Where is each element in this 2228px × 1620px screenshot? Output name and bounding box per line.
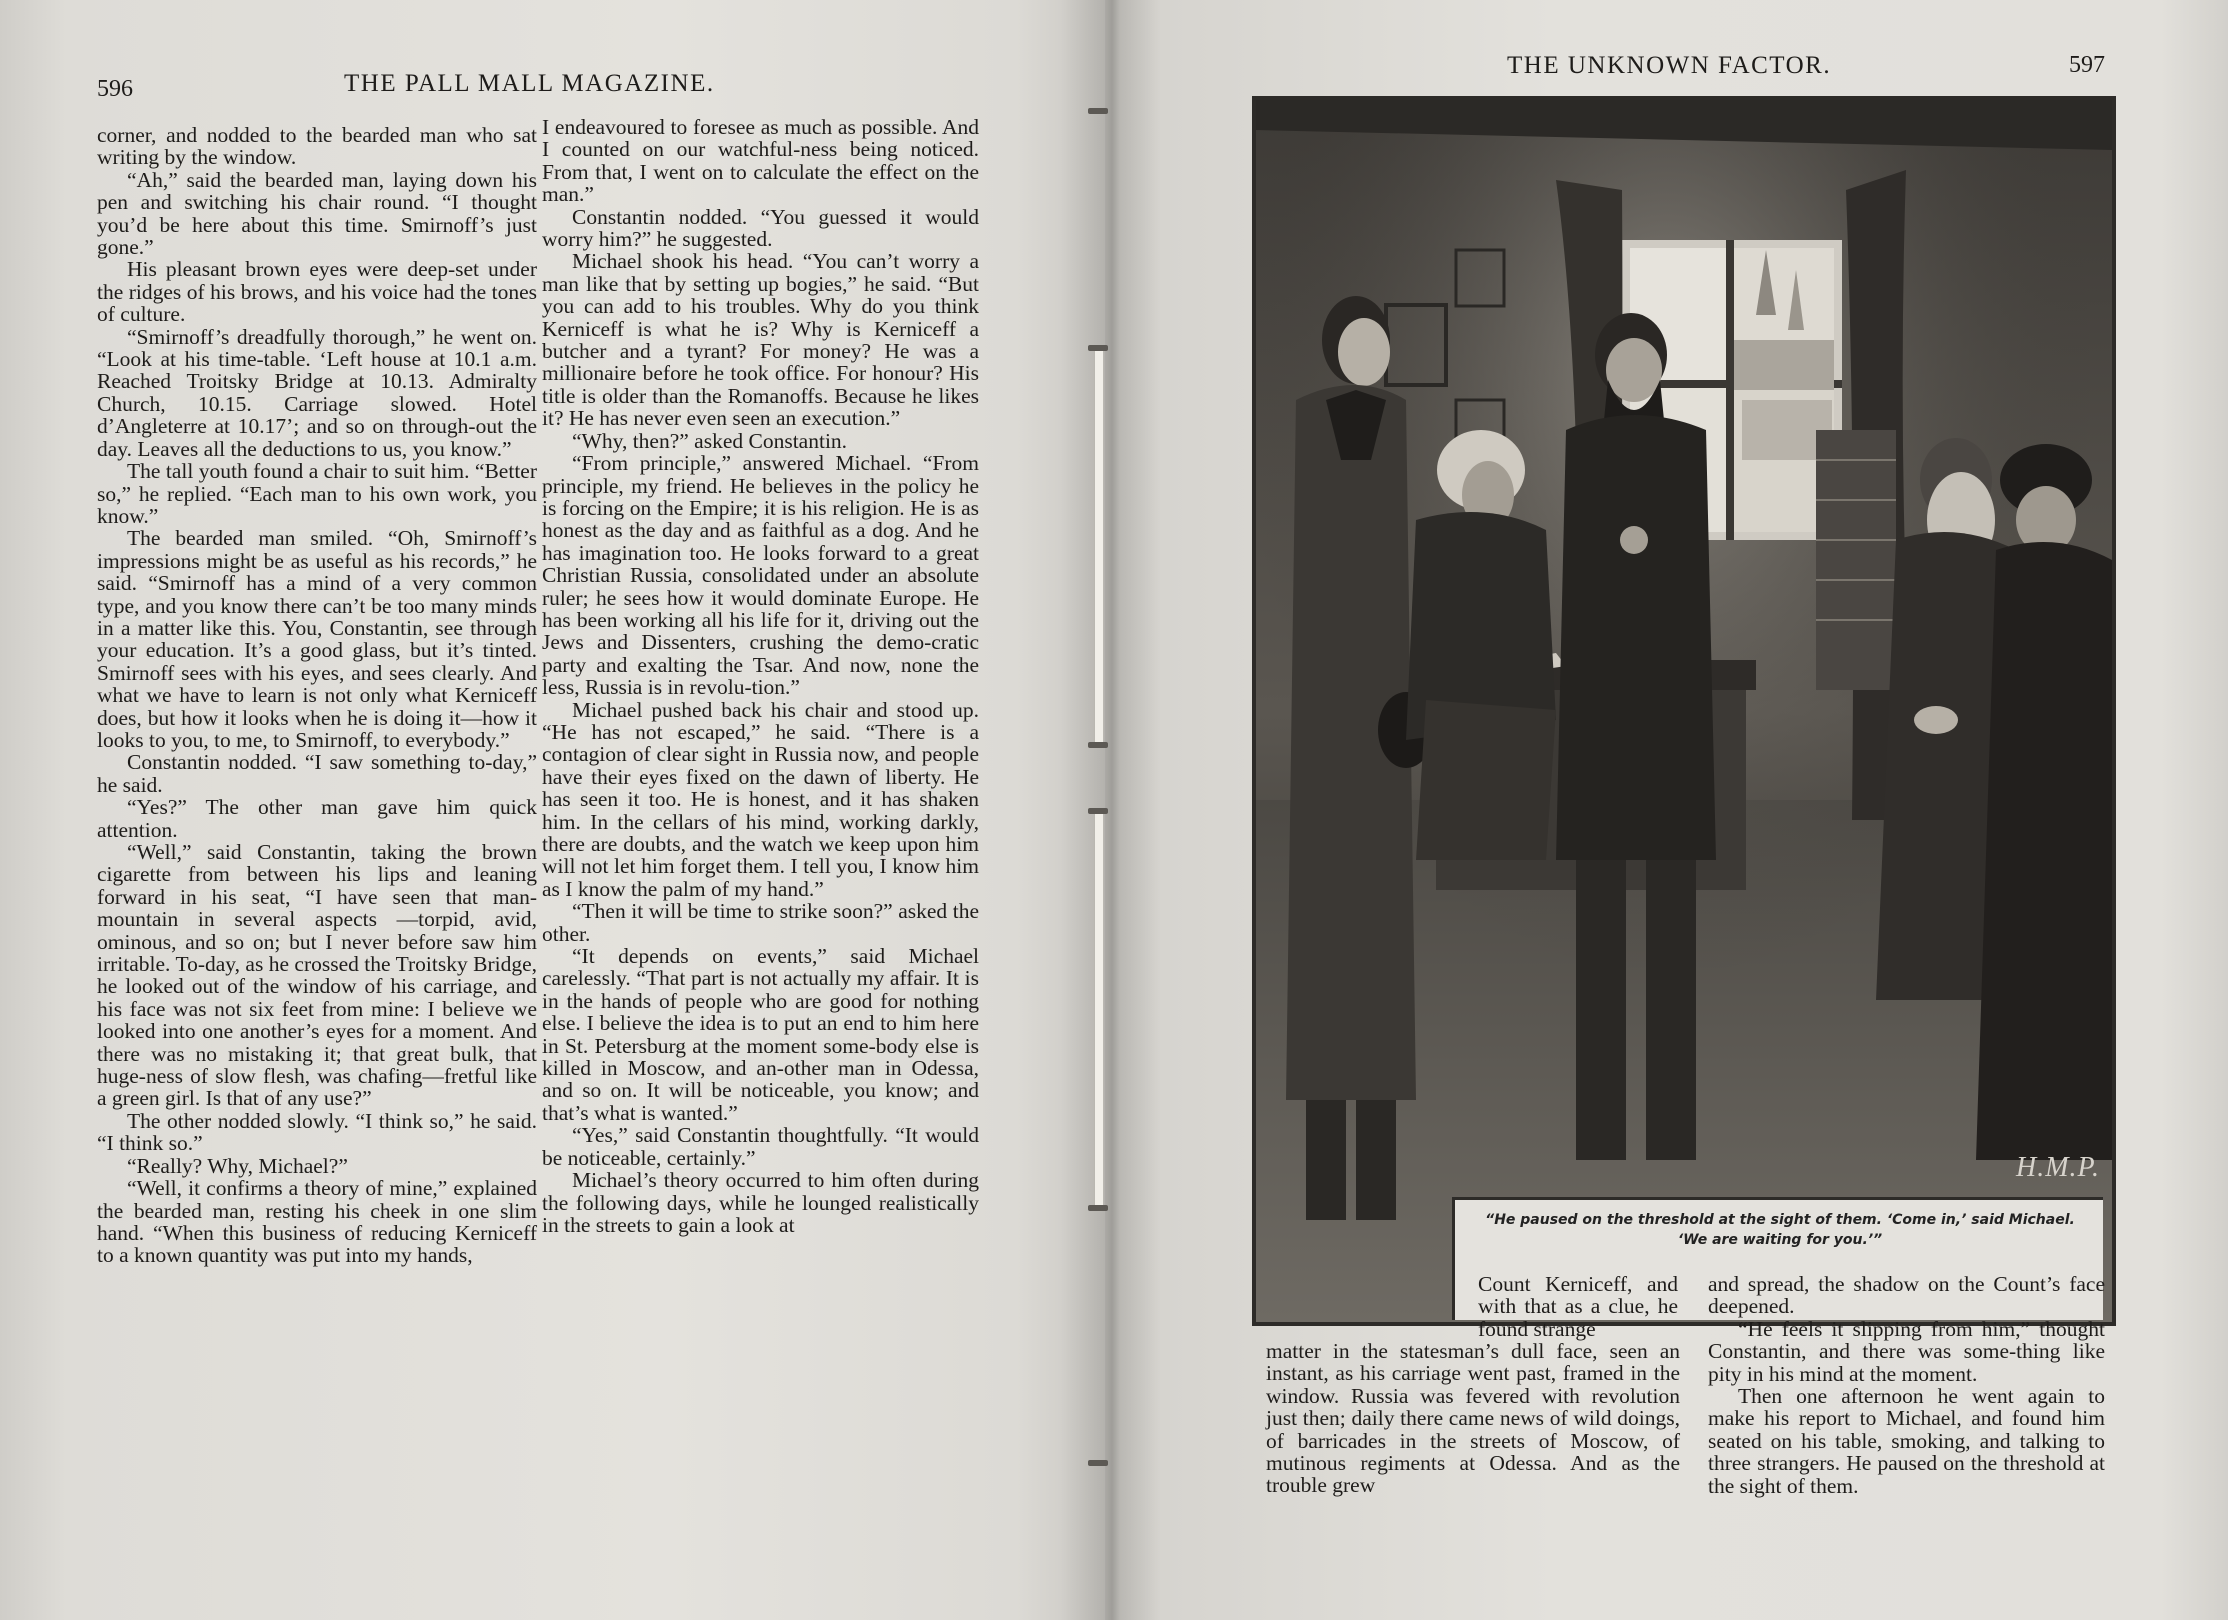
paragraph: I endeavoured to foresee as much as possible. And I counted on our watchful-ness being noticed. From that, I went on to calculate the effect on the man.” xyxy=(542,115,979,207)
paragraph: “Then it will be time to strike soon?” asked the other. xyxy=(542,899,979,946)
binding-staple xyxy=(1088,742,1108,748)
page-number-right: 597 xyxy=(2069,52,2105,78)
binding-staple xyxy=(1088,1460,1108,1466)
paragraph: Michael’s theory occurred to him often during the following days, while he lounged realistically in the streets to gain a look at xyxy=(542,1168,979,1237)
binding-thread-upper xyxy=(1094,345,1104,747)
paragraph: His pleasant brown eyes were deep-set under the ridges of his brows, and his voice had the tones of culture. xyxy=(97,257,537,327)
paragraph: Constantin nodded. “I saw something to-day,” he said. xyxy=(97,750,537,797)
paragraph: “Why, then?” asked Constantin. xyxy=(572,428,848,453)
paragraph: Constantin nodded. “You guessed it would worry him?” he suggested. xyxy=(542,204,979,252)
paragraph: Michael pushed back his chair and stood up. “He has not escaped,” he said. “There is a contagion of clear sight in Russia now, and people have their eyes fixed on the dawn of liberty. He has seen it too. He is honest, and it has shaken him. In the cellars of his mind, working darkly, there are doubts, and the watch we keep upon him will not let him forget them. I tell you, I know him as I know the palm of my hand.” xyxy=(542,697,979,901)
left-column-1 xyxy=(97,124,537,1267)
paragraph: “From principle,” answered Michael. “From principle, my friend. He believes in the policy he is forcing on the Empire; it is his religion. He is as honest as the day and as faithful as a dog. And he has imagination too. He looks forward to a great Christian Russia, consolidated under an absolute ruler; he sees how it would dominate Europe. He has been working all his life for it, driving out the Jews and Dissenters, crushing the demo-cratic party and exalting the Tsar. And now, none the less, Russia is in revolu-tion.” xyxy=(542,451,979,700)
paragraph: “Really? Why, Michael?” xyxy=(127,1153,348,1178)
artist-signature: H.M.P. xyxy=(2016,1152,2101,1183)
paragraph: Count Kerniceff, and with that as a clue, he found strange xyxy=(1478,1272,1678,1341)
binding-staple xyxy=(1088,345,1108,351)
running-head-left: THE PALL MALL MAGAZINE. xyxy=(344,70,715,97)
illustration-plate xyxy=(1252,96,2116,1326)
paragraph: “Well,” said Constantin, taking the brown cigarette from between his lips and leaning forward in his seat, “I have seen that man-mountain in several aspects —torpid, avid, ominous, and so on; but I never before saw him irritable. To-day, as he crossed the Troitsky Bridge, he looked out of the window of his carriage, and his face was not six feet from mine: I believe we looked into one another’s eyes for a moment. And there was no mistaking it; that great bulk, that huge-ness of slow flesh, was chafing—fretful like a green girl. Is that of any use?” xyxy=(97,840,537,1111)
binding-thread-lower xyxy=(1094,810,1104,1212)
paragraph: The bearded man smiled. “Oh, Smirnoff’s impressions might be as useful as his records,” he said. “Smirnoff has a mind of a very common type, and you know there can’t be too many minds in a matter like this. You, Constantin, see through your education. It’s a good glass, but it’s tinted. Smirnoff sees with his eyes, and sees clearly. And what we have to learn is not only what Kerniceff does, but how it looks when he is doing it—how it looks to you, to me, to Smirnoff, to everybody.” xyxy=(97,526,537,752)
paragraph: Then one afternoon he went again to make his report to Michael, and found him seated on his table, smoking, and talking to three strangers. He paused on the threshold at the sight of them. xyxy=(1708,1384,2105,1498)
paragraph: matter in the statesman’s dull face, seen an instant, as his carriage went past, framed in the window. Russia was fevered with revolution just then; daily there came news of wild doings, of barricades in the streets of Moscow, of mutinous regiments at Odessa. And as the trouble grew xyxy=(1266,1339,1680,1498)
running-head-right: THE UNKNOWN FACTOR. xyxy=(1507,52,1832,79)
illustration-caption xyxy=(1462,1210,2098,1250)
illustration-scene xyxy=(1256,100,2112,1322)
paragraph: “Yes,” said Constantin thoughtfully. “It would be noticeable, certainly.” xyxy=(542,1123,979,1170)
right-column-1 xyxy=(1266,1340,1680,1497)
right-column-1-wrap xyxy=(1478,1273,1678,1340)
paragraph: Michael shook his head. “You can’t worry a man like that by setting up bogies,” he said. “But you can add to his troubles. Why do you think Kerniceff is what he is? Why is Kerniceff a butcher and a tyrant? For money? He was a millionaire before he took office. For honour? His title is older than the Romanoffs. Because he likes it? He has never even seen an execution.” xyxy=(542,249,979,431)
paragraph: “Yes?” The other man gave him quick attention. xyxy=(97,795,537,842)
paragraph: and spread, the shadow on the Count’s face deepened. xyxy=(1708,1272,2105,1319)
paragraph: The tall youth found a chair to suit him. “Better so,” he replied. “Each man to his own work, you know.” xyxy=(97,459,537,528)
binding-staple xyxy=(1088,1205,1108,1211)
caption-line-1: “He paused on the threshold at the sight of them. ‘Come in,’ said Michael. xyxy=(1485,1212,2075,1228)
gutter-shadow xyxy=(1060,0,1160,1620)
paragraph: corner, and nodded to the bearded man who sat writing by the window. xyxy=(97,123,537,170)
paragraph: “Smirnoff’s dreadfully thorough,” he went on. “Look at his time-table. ‘Left house at 10.1 a.m. Reached Troitsky Bridge at 10.13. Admiralty Church, 10.15. Carriage slowed. Hotel d’Angleterre at 10.17’; and so on through-out the day. Leaves all the deductions to us, you know.” xyxy=(97,324,537,461)
caption-line-2: ‘We are waiting for you.’” xyxy=(1677,1232,1883,1248)
paragraph: “Well, it confirms a theory of mine,” explained the bearded man, resting his cheek in one slim hand. “When this business of reducing Kerniceff to a known quantity was put into my hands, xyxy=(97,1176,537,1268)
paragraph: The other nodded slowly. “I think so,” he said. “I think so.” xyxy=(97,1108,537,1156)
binding-staple xyxy=(1088,108,1108,114)
paragraph: “He feels it slipping from him,” thought Constantin, and there was some-thing like pity in his mind at the moment. xyxy=(1708,1316,2105,1386)
left-column-2 xyxy=(542,116,979,1236)
page-number-left: 596 xyxy=(97,76,133,102)
paragraph: “It depends on events,” said Michael carelessly. “That part is not actually my affair. It is in the hands of people who are good for nothing else. I believe the idea is to put an end to him here in St. Petersburg at the moment some-body else is killed in Moscow, and an-other man in Odessa, and so on. It will be noticeable, you know; and that’s what is wanted.” xyxy=(542,944,979,1125)
right-column-2 xyxy=(1708,1273,2105,1497)
paragraph: “Ah,” said the bearded man, laying down his pen and switching his chair round. “I thought you’d be here about this time. Smirnoff’s just gone.” xyxy=(97,167,537,260)
binding-staple xyxy=(1088,808,1108,814)
